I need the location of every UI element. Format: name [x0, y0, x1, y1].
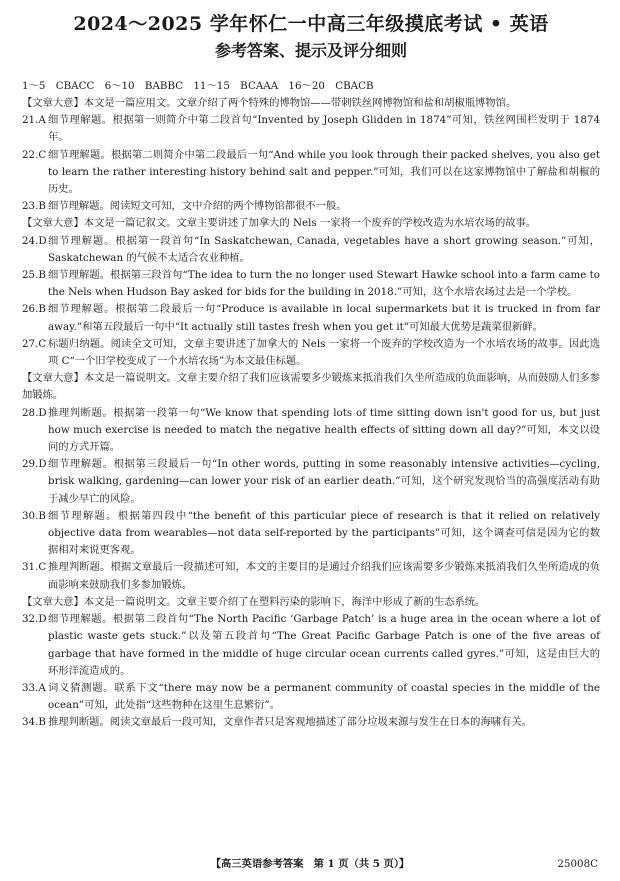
question-number: 21.A [22, 114, 46, 127]
explanation-text: 推理判断题。根据文章最后一段描述可知，本文的主要目的是通过介绍我们应该需要多少锻炼来抵消我们久坐所造成的负面影响来鼓励我们多参加锻炼。 [48, 561, 600, 591]
answer-explanation [22, 680, 600, 714]
answer-explanation [22, 301, 600, 335]
footer-page-info: 【高三英语参考答案 第 1 页（共 5 页）】 [210, 858, 410, 870]
answer-explanation [22, 611, 600, 680]
explanation-text: 细节理解题。根据第二段最后一句“Produce is available in local supermarkets but it is trucked in from far away.”和第五段最后一句中“It actually still tastes fresh when you get it”可知最大优势是蔬菜很新鲜。 [48, 303, 600, 333]
article-summary: 【文章大意】本文是一篇应用文。文章介绍了两个特殊的博物馆——带刺铁丝网博物馆和盐和胡椒瓶博物馆。 [22, 97, 517, 109]
question-number: 26.B [22, 303, 46, 316]
question-number: 28.D [22, 406, 47, 419]
answer-explanation [22, 336, 600, 370]
question-number: 31.C [22, 561, 47, 574]
explanation-text: 词义猜测题。联系下文“there may now be a permanent community of coastal species in the middle of the ocean”可知，此处指“这些物种在这里生息繁衍”。 [48, 681, 600, 712]
question-number: 27.C [22, 337, 47, 350]
answer-explanation [22, 508, 600, 560]
explanation-text: 细节理解题。阅读短文可知，文中介绍的两个博物馆都很不一般。 [48, 200, 347, 213]
article-summary: 【文章大意】本文是一篇说明文。文章主要介绍了我们应该需要多少锻炼来抵消我们久坐所造成的负面影响，从而鼓励人们多参加锻炼。 [22, 372, 600, 402]
question-number: 34.B [22, 716, 46, 729]
answer-explanation [22, 233, 600, 267]
explanation-text: 推理判断题。根据第一段第一句“We know that spending lots of time sitting down isn't good for us, but just how much exercise is needed to match the negative health effects of sitting down all day?”可知，本文以设问的方式开篇。 [48, 406, 600, 454]
question-number: 30.B [22, 509, 46, 522]
explanation-text: 标题归纳题。阅读全文可知，文章主要讲述了加拿大的 Nels 一家将一个废弃的学校改造为一个水培农场的故事。因此选项 C“一个旧学校变成了一个水培农场”为本文最佳标题。 [48, 337, 600, 368]
explanation-text: 细节理解题。根据第一则简介中第二段首句“Invented by Joseph Glidden in 1874”可知，铁丝网围栏发明于 1874 年。 [48, 114, 600, 144]
article-summary: 【文章大意】本文是一篇记叙文。文章主要讲述了加拿大的 Nels 一家将一个废弃的学校改造为水培农场的故事。 [22, 217, 537, 230]
answer-explanation [22, 267, 600, 301]
question-number: 32.D [22, 613, 47, 626]
answer-explanation [22, 405, 600, 457]
answer-key-line: 1～5 CBACC 6～10 BABBC 11～15 BCAAA 16～20 CBACB [22, 80, 374, 92]
question-number: 22.C [22, 148, 47, 161]
question-number: 29.D [22, 458, 47, 471]
page-title: 2024～2025 学年怀仁一中高三年级摸底考试 • 英语 [73, 13, 549, 35]
answer-explanation [22, 456, 600, 508]
explanation-text: 细节理解题。根据第二段首句“The North Pacific ‘Garbage Patch’ is a huge area in the ocean where a lot of plastic waste gets stuck.”以及第五段首句“The Great Pacific Garbage Patch is one of the five areas of garbage that have formed in the middle of huge circular ocean currents called gyres.”可知，这是由巨大的环形洋流造成的。 [48, 613, 600, 677]
explanation-text: 细节理解题。根据第三段最后一句“In other words, putting in some reasonably intensive activities—cycling, brisk walking, gardening—can lower your risk of an earlier death.”可知，这个研究发现恰当的高强度活动有助于减少早亡的风险。 [48, 458, 600, 505]
answer-explanation [22, 198, 600, 215]
question-number: 25.B [22, 269, 46, 282]
explanation-text: 推理判断题。阅读文章最后一段可知，文章作者只是客观地描述了部分垃圾来源与发生在日本的海啸有关。 [48, 716, 532, 729]
explanation-text: 细节理解题。根据第一段首句“In Saskatchewan, Canada, vegetables have a short growing season.”可知，Saskatchewan 的气候不太适合农业种植。 [48, 234, 600, 264]
page-footer [0, 856, 620, 872]
explanation-text: 细节理解题。根据第四段中“the benefit of this particular piece of research is that it relied on relatively objective data from wearables—not data self-reported by the participants”可知，这个调查可信是因为它的数据相对来说更客观。 [48, 509, 600, 557]
explanations [22, 95, 600, 732]
footer-code: 25008C [557, 858, 598, 870]
question-number: 33.A [22, 681, 46, 694]
page-subtitle: 参考答案、提示及评分细则 [214, 41, 407, 60]
answer-explanation [22, 559, 600, 593]
question-number: 24.D [22, 234, 47, 247]
article-summary: 【文章大意】本文是一篇说明文。文章主要介绍了在塑料污染的影响下，海洋中形成了新的生态系统。 [22, 595, 486, 608]
explanation-text: 细节理解题。根据第二则简介中第二段最后一句“And while you look through their packed shelves, you also get to learn the rather interesting history behind salt and pepper.”可知，我们可以在这家博物馆中了解盐和胡椒的历史。 [48, 148, 600, 196]
explanation-text: 细节理解题。根据第三段首句“The idea to turn the no longer used Stewart Hawke school into a farm came to the Nels when Hudson Bay asked for bids for the building in 2018.”可知，这个水培农场过去是一个学校。 [48, 269, 600, 299]
answer-explanation [22, 147, 600, 199]
answer-explanation [22, 714, 600, 731]
answer-explanation [22, 112, 600, 146]
question-number: 23.B [22, 200, 46, 213]
